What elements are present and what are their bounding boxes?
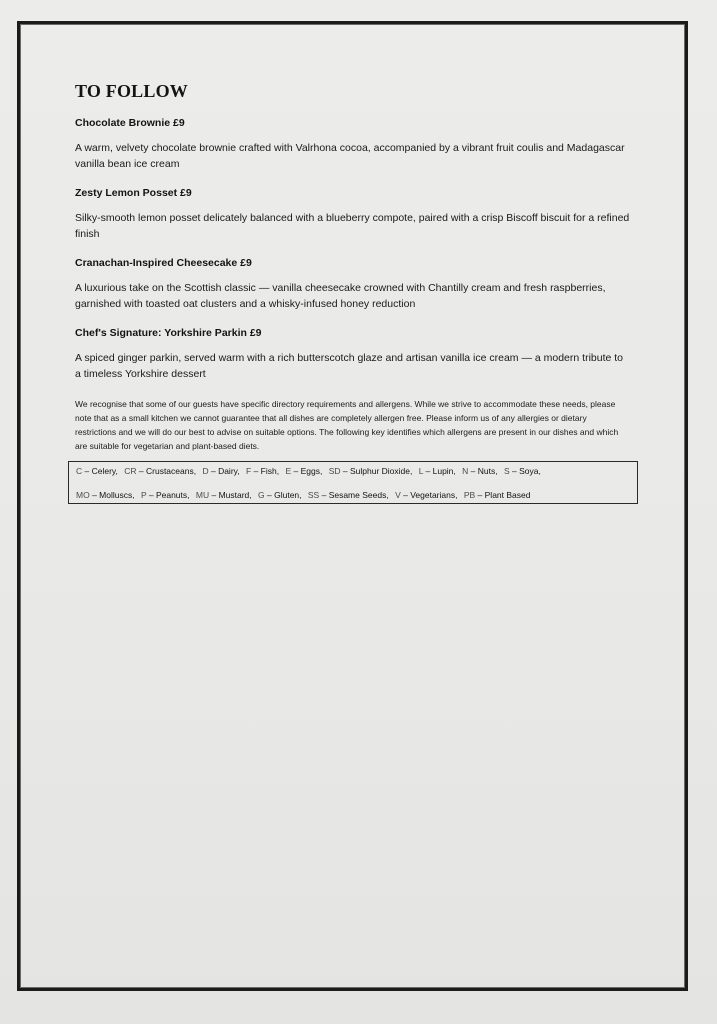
dish-description: A luxurious take on the Scottish classic — vanilla cheesecake crowned with Chantilly cream and fresh raspberries, garnished with toasted oat clusters and a whisky-infused honey reduction: [75, 282, 606, 310]
allergen-key-item: V – Vegetarians,: [395, 490, 458, 500]
allergen-key-item: F – Fish,: [246, 466, 280, 476]
dish-item: [75, 186, 630, 242]
allergen-key-item: E – Eggs,: [285, 466, 323, 476]
allergen-code: E: [285, 466, 292, 476]
allergen-key-item: S – Soya,: [503, 466, 541, 476]
allergen-code: MU: [195, 490, 210, 500]
dish-name: Cranachan-Inspired Cheesecake £9: [75, 257, 252, 269]
allergen-code: F: [246, 466, 252, 476]
allergen-code: C: [76, 466, 83, 476]
dish-item: [75, 256, 630, 312]
dish-name: Chocolate Brownie £9: [75, 117, 185, 129]
allergen-label: Plant Based: [484, 490, 531, 500]
allergen-key-item: PB – Plant Based: [463, 490, 531, 500]
allergen-key-box: [68, 461, 638, 504]
allergen-label: Sulphur Dioxide,: [349, 466, 413, 476]
allergen-code: PB: [463, 490, 476, 500]
allergen-key-item: SS – Sesame Seeds,: [307, 490, 389, 500]
allergen-code: SS: [307, 490, 320, 500]
allergen-key-item: MU – Mustard,: [195, 490, 252, 500]
allergen-code: L: [418, 466, 424, 476]
allergen-label: Gluten,: [274, 490, 302, 500]
allergen-key-line-2: [76, 488, 631, 502]
allergen-key-line-1: [76, 464, 631, 478]
allergen-label: Dairy,: [218, 466, 240, 476]
allergen-key-item: SD – Sulphur Dioxide,: [328, 466, 413, 476]
allergen-code: G: [258, 490, 265, 500]
allergen-code: N: [462, 466, 469, 476]
allergen-label: Soya,: [519, 466, 541, 476]
dish-item: [75, 326, 630, 382]
allergen-code: D: [202, 466, 209, 476]
allergen-key-item: N – Nuts,: [462, 466, 498, 476]
allergen-key-item: P – Peanuts,: [140, 490, 190, 500]
allergen-code: V: [395, 490, 401, 500]
dish-description: A warm, velvety chocolate brownie crafted with Valrhona cocoa, accompanied by a vibrant fruit coulis and Madagascar vanilla bean ice cream: [75, 142, 625, 170]
menu-content: [75, 80, 630, 396]
allergen-label: Mustard,: [218, 490, 252, 500]
dish-description: Silky-smooth lemon posset delicately balanced with a blueberry compote, paired with a crisp Biscoff biscuit for a refined finish: [75, 212, 630, 240]
dish-description: A spiced ginger parkin, served warm with a rich butterscotch glaze and artisan vanilla ice cream — a modern tribute to a timeless Yorkshire dessert: [75, 352, 624, 380]
allergen-notice: We recognise that some of our guests have specific directory requirements and allergens. While we strive to accommodate these needs, please note that as a small kitchen we cannot guarantee that all dishes are completely allergen free. Please inform us of any allergies or dietary restrictions and we will do our best to advise on suitable options. The following key identifies which allergens are present in our dishes and which are suitable for vegetarian and plant-based diets.: [75, 399, 619, 451]
allergen-label: Nuts,: [477, 466, 498, 476]
allergen-label: Celery,: [91, 466, 118, 476]
allergen-code: SD: [328, 466, 341, 476]
dish-name: Chef's Signature: Yorkshire Parkin £9: [75, 327, 262, 339]
dish-item: [75, 116, 630, 172]
allergen-label: Sesame Seeds,: [328, 490, 389, 500]
allergen-label: Fish,: [260, 466, 280, 476]
allergen-code: CR: [124, 466, 137, 476]
allergen-code: S: [503, 466, 510, 476]
allergen-key-item: L – Lupin,: [418, 466, 456, 476]
allergen-label: Molluscs,: [99, 490, 135, 500]
dish-name: Zesty Lemon Posset £9: [75, 187, 192, 199]
allergen-label: Lupin,: [432, 466, 456, 476]
allergen-label: Crustaceans,: [146, 466, 197, 476]
allergen-code: P: [140, 490, 147, 500]
allergen-label: Peanuts,: [155, 490, 190, 500]
allergen-key-item: C – Celery,: [76, 466, 118, 476]
allergen-key-item: G – Gluten,: [258, 490, 302, 500]
allergen-label: Vegetarians,: [410, 490, 458, 500]
allergen-key-item: CR – Crustaceans,: [124, 466, 197, 476]
allergen-code: MO: [76, 490, 90, 500]
allergen-key-item: MO – Molluscs,: [76, 490, 135, 500]
allergen-label: Eggs,: [300, 466, 323, 476]
allergen-key-item: D – Dairy,: [202, 466, 240, 476]
section-title: TO FOLLOW: [75, 81, 188, 101]
